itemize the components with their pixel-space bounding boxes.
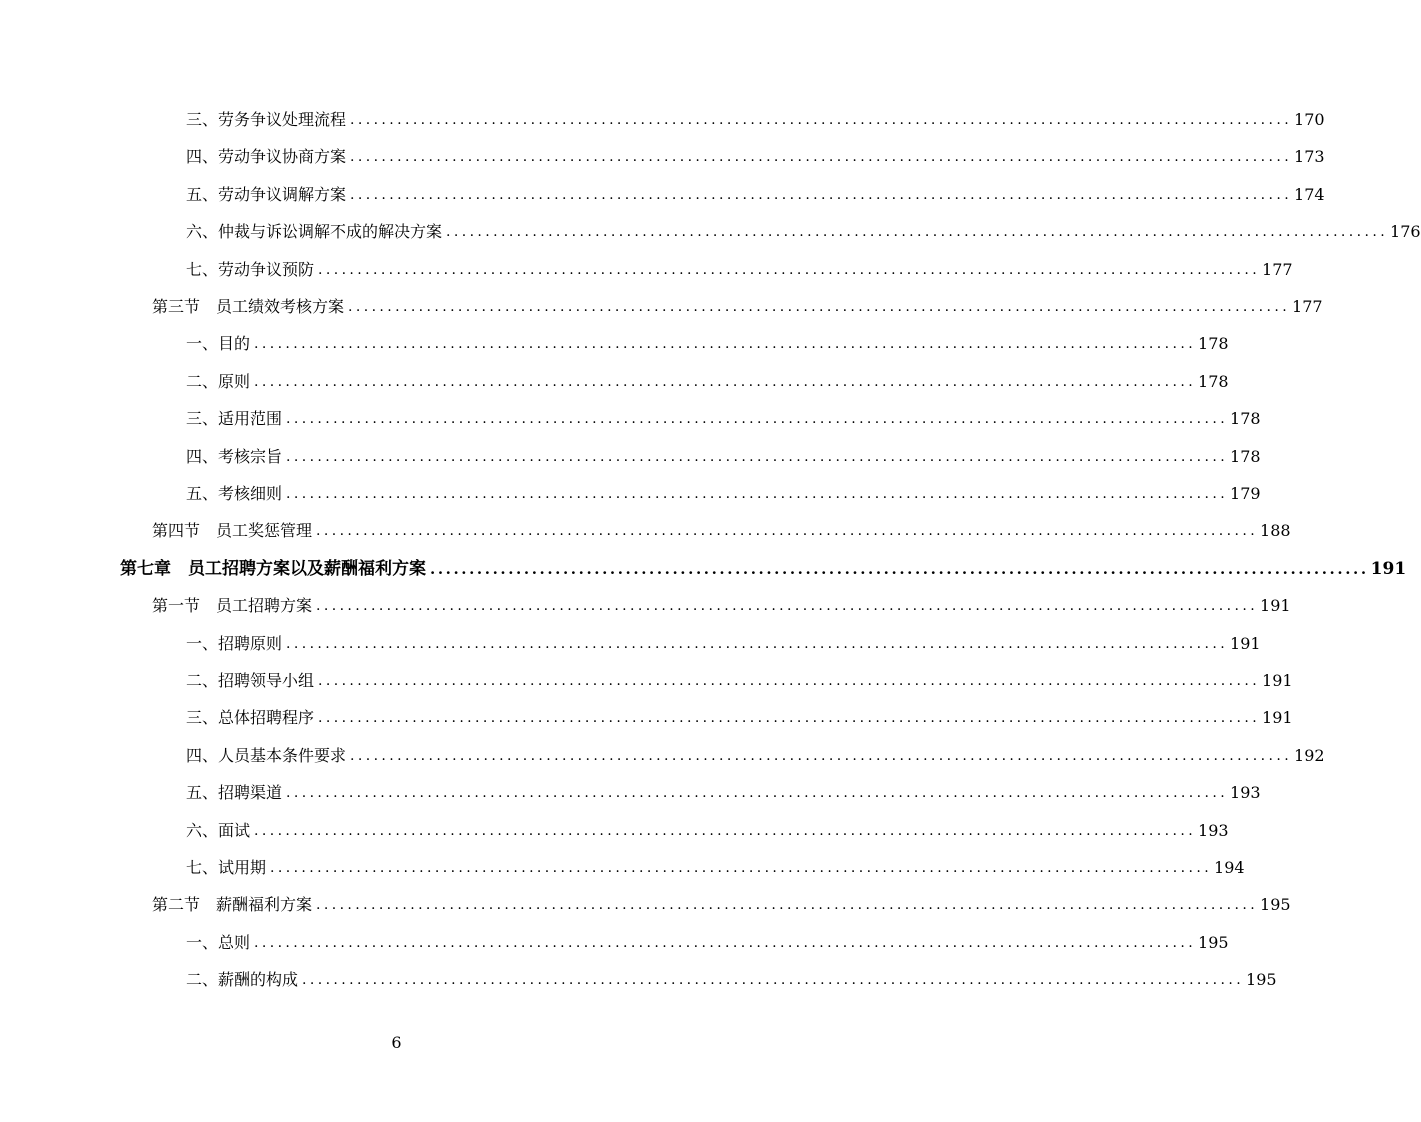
toc-entry-page-number: 188 — [1260, 521, 1291, 541]
toc-entry-title: 五、考核细则 — [186, 484, 283, 503]
toc-entry-item[interactable] — [186, 439, 1261, 475]
toc-entry-chapter[interactable] — [120, 551, 1407, 587]
toc-entry-item[interactable] — [186, 326, 1229, 362]
toc-entry-title: 三、适用范围 — [186, 409, 283, 429]
toc-entry-item[interactable] — [186, 738, 1325, 774]
toc-entry-page-number: 173 — [1294, 147, 1325, 167]
toc-entry-item[interactable] — [186, 663, 1293, 699]
toc-entry-page-number: 192 — [1294, 745, 1325, 765]
toc-entry-title: 第四节 员工奖惩管理 — [152, 521, 313, 541]
toc-entry-title: 第二节 薪酬福利方案 — [152, 895, 313, 915]
dot-leader: ........................................................................................................................ — [302, 972, 1245, 989]
toc-entry-title: 一、招聘原则 — [186, 633, 283, 653]
page-number: 6 — [391, 1033, 402, 1052]
toc-entry-item[interactable] — [186, 813, 1229, 849]
toc-entry-title: 四、劳动争议协商方案 — [186, 147, 347, 167]
toc-entry-title: 三、劳务争议处理流程 — [186, 110, 347, 129]
toc-entry-section[interactable] — [152, 513, 1291, 549]
dot-leader: ........................................................................................................................ — [254, 934, 1197, 951]
toc-entry-title: 五、招聘渠道 — [186, 783, 283, 803]
toc-entry-item[interactable] — [186, 102, 1325, 138]
toc-entry-item[interactable] — [186, 962, 1277, 998]
toc-entry-title: 二、招聘领导小组 — [186, 671, 315, 690]
toc-entry-page-number: 195 — [1260, 895, 1291, 915]
toc-entry-page-number: 178 — [1198, 334, 1229, 354]
toc-entry-title: 五、劳动争议调解方案 — [186, 184, 347, 204]
toc-entry-title: 六、仲裁与诉讼调解不成的解决方案 — [186, 222, 443, 242]
toc-entry-page-number: 191 — [1370, 558, 1407, 579]
toc-entry-item[interactable] — [186, 177, 1325, 213]
toc-entry-title: 三、总体招聘程序 — [186, 708, 315, 728]
toc-entry-page-number: 191 — [1262, 708, 1293, 728]
dot-leader: ........................................................................................................................ — [286, 635, 1229, 652]
toc-entry-item[interactable] — [186, 476, 1261, 512]
toc-entry-title: 一、总则 — [186, 932, 251, 952]
dot-leader: ........................................................................................................................ — [286, 486, 1229, 502]
toc-entry-page-number: 194 — [1214, 858, 1245, 877]
dot-leader: ........................................................................................................................ — [286, 785, 1229, 802]
toc-entry-section[interactable] — [152, 887, 1291, 923]
toc-entry-title: 七、劳动争议预防 — [186, 259, 315, 279]
toc-entry-title: 六、面试 — [186, 820, 251, 840]
dot-leader: ........................................................................................................................ — [316, 598, 1259, 615]
toc-entry-section[interactable] — [152, 289, 1323, 325]
toc-entry-page-number: 177 — [1262, 259, 1293, 279]
toc-entry-page-number: 179 — [1230, 484, 1261, 503]
dot-leader: ........................................................................................................................ — [350, 112, 1293, 128]
toc-entry-item[interactable] — [186, 364, 1229, 400]
dot-leader: ........................................................................................................................ — [254, 822, 1197, 839]
toc-entry-page-number: 178 — [1198, 371, 1229, 391]
toc-entry-page-number: 178 — [1230, 446, 1261, 466]
toc-entry-item[interactable] — [186, 401, 1261, 437]
toc-entry-title: 第七章 员工招聘方案以及薪酬福利方案 — [120, 558, 426, 579]
toc-entry-page-number: 195 — [1246, 970, 1277, 990]
dot-leader: ........................................................................................................................ — [286, 411, 1229, 428]
toc-entry-item[interactable] — [186, 626, 1261, 662]
toc-entry-item[interactable] — [186, 775, 1261, 811]
toc-entry-title: 第三节 员工绩效考核方案 — [152, 297, 345, 316]
toc-entry-title: 二、原则 — [186, 371, 251, 391]
toc-entry-item[interactable] — [186, 850, 1245, 886]
dot-leader: ........................................................................................................................ — [350, 747, 1293, 764]
toc-entry-page-number: 191 — [1262, 671, 1293, 690]
toc-entry-section[interactable] — [152, 588, 1291, 624]
toc-entry-page-number: 191 — [1260, 596, 1291, 616]
dot-leader: ........................................................................................................................ — [350, 149, 1293, 166]
dot-leader: ........................................................................................................................ — [270, 860, 1213, 876]
toc-entry-page-number: 195 — [1198, 932, 1229, 952]
toc-entry-page-number: 170 — [1294, 110, 1325, 129]
dot-leader: ........................................................................................................................ — [286, 448, 1229, 465]
dot-leader: ........................................................................................................................ — [316, 523, 1259, 540]
toc-entry-title: 四、人员基本条件要求 — [186, 745, 347, 765]
toc-entry-title: 七、试用期 — [186, 858, 267, 877]
toc-entry-page-number: 177 — [1292, 297, 1323, 316]
toc-entry-item[interactable] — [186, 139, 1325, 175]
toc-entry-page-number: 193 — [1198, 820, 1229, 840]
toc-entry-item[interactable] — [186, 252, 1293, 288]
toc-entry-page-number: 174 — [1294, 184, 1325, 204]
toc-entry-title: 二、薪酬的构成 — [186, 970, 299, 990]
dot-leader: ........................................................................................................................ — [350, 186, 1293, 203]
dot-leader: ........................................................................................................................ — [318, 673, 1261, 689]
toc-entry-page-number: 191 — [1230, 633, 1261, 653]
dot-leader: ........................................................................................................................ — [430, 559, 1369, 578]
toc-entry-title: 四、考核宗旨 — [186, 446, 283, 466]
dot-leader: ........................................................................................................................ — [254, 373, 1197, 390]
toc-entry-item[interactable] — [186, 700, 1293, 736]
dot-leader: ........................................................................................................................ — [446, 224, 1389, 241]
toc-entry-title: 第一节 员工招聘方案 — [152, 596, 313, 616]
toc-entry-page-number: 178 — [1230, 409, 1261, 429]
toc-entry-item[interactable] — [186, 214, 1421, 250]
toc-entry-title: 一、目的 — [186, 334, 251, 354]
toc-entry-page-number: 193 — [1230, 783, 1261, 803]
dot-leader: ........................................................................................................................ — [316, 897, 1259, 914]
dot-leader: ........................................................................................................................ — [348, 299, 1291, 315]
toc-entry-item[interactable] — [186, 925, 1229, 961]
dot-leader: ........................................................................................................................ — [318, 710, 1261, 727]
dot-leader: ........................................................................................................................ — [254, 336, 1197, 353]
dot-leader: ........................................................................................................................ — [318, 261, 1261, 278]
toc-entry-page-number: 176 — [1390, 222, 1421, 242]
